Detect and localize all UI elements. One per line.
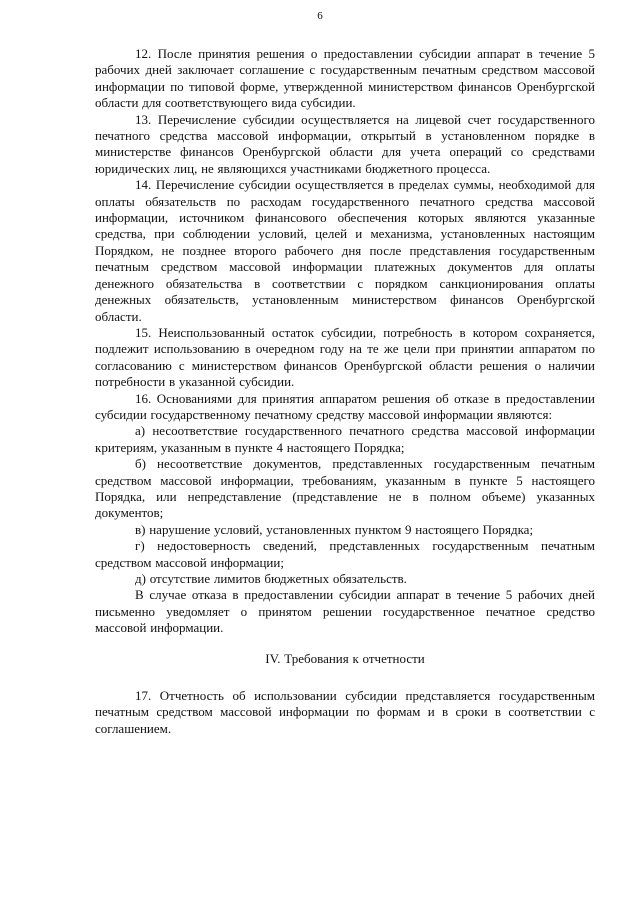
paragraph-16: 16. Основаниями для принятия аппаратом решения об отказе в предоставлении субсидии государственному печатному средству массовой информации являются: bbox=[95, 390, 595, 422]
paragraph-16-c: в) нарушение условий, установленных пунктом 9 настоящего Порядка; bbox=[135, 521, 534, 537]
document-body bbox=[95, 46, 595, 737]
paragraph-17: 17. Отчетность об использовании субсидии представляется государственным печатным средством массовой информации по формам и в сроки в соответствии с соглашением. bbox=[95, 688, 595, 736]
paragraph-16-b: б) несоответствие документов, представленных государственным печатным средством массовой информации, требованиям, указанным в пункте 5 настоящего Порядка, или непредставление (представление не в полном объеме) указанных документов; bbox=[95, 456, 595, 521]
paragraph-16-d: г) недостоверность сведений, представленных государственным печатным средством массовой информации; bbox=[95, 538, 595, 570]
paragraph-13: 13. Перечисление субсидии осуществляется на лицевой счет государственного печатного средства массовой информации, открытый в установленном порядке в министерстве финансов Оренбургской области для учета операций со средствами юридических лиц, не являющихся участниками бюджетного процесса. bbox=[95, 111, 595, 176]
paragraph-16-e: д) отсутствие лимитов бюджетных обязательств. bbox=[135, 571, 407, 586]
paragraph-14: 14. Перечисление субсидии осуществляется в пределах суммы, необходимой для оплаты обязательств по расходам государственного печатного средства массовой информации, источником финансового обеспечения которых являются указанные средства, при соблюдении условий, целей и механизма, установленных настоящим Порядком, не позднее второго рабочего дня после представления государственным печатным средством массовой информации платежных документов для оплаты денежного обязательства в соответствии с порядком санкционирования оплаты денежных обязательств, установленным министерством финансов Оренбургской области. bbox=[95, 177, 595, 324]
paragraph-16-a: а) несоответствие государственного печатного средства массовой информации критериям, указанным в пункте 4 настоящего Порядка; bbox=[95, 423, 595, 455]
paragraph-15: 15. Неиспользованный остаток субсидии, потребность в котором сохраняется, подлежит использованию в очередном году на те же цели при принятии аппаратом по согласованию с министерством финансов Оренбургской области решения о наличии потребности в указанной субсидии. bbox=[95, 324, 595, 390]
page-number: 6 bbox=[317, 10, 323, 22]
section-heading: IV. Требования к отчетности bbox=[265, 650, 425, 666]
paragraph-16-refusal-notice: В случае отказа в предоставлении субсидии аппарат в течение 5 рабочих дней письменно уведомляет о принятом решении государственное печатное средство массовой информации. bbox=[95, 587, 595, 636]
paragraph-12: 12. После принятия решения о предоставлении субсидии аппарат в течение 5 рабочих дней заключает соглашение с государственным печатным средством массовой информации по типовой форме, утвержденной министерством финансов Оренбургской области для соответствующего вида субсидии. bbox=[95, 46, 595, 111]
